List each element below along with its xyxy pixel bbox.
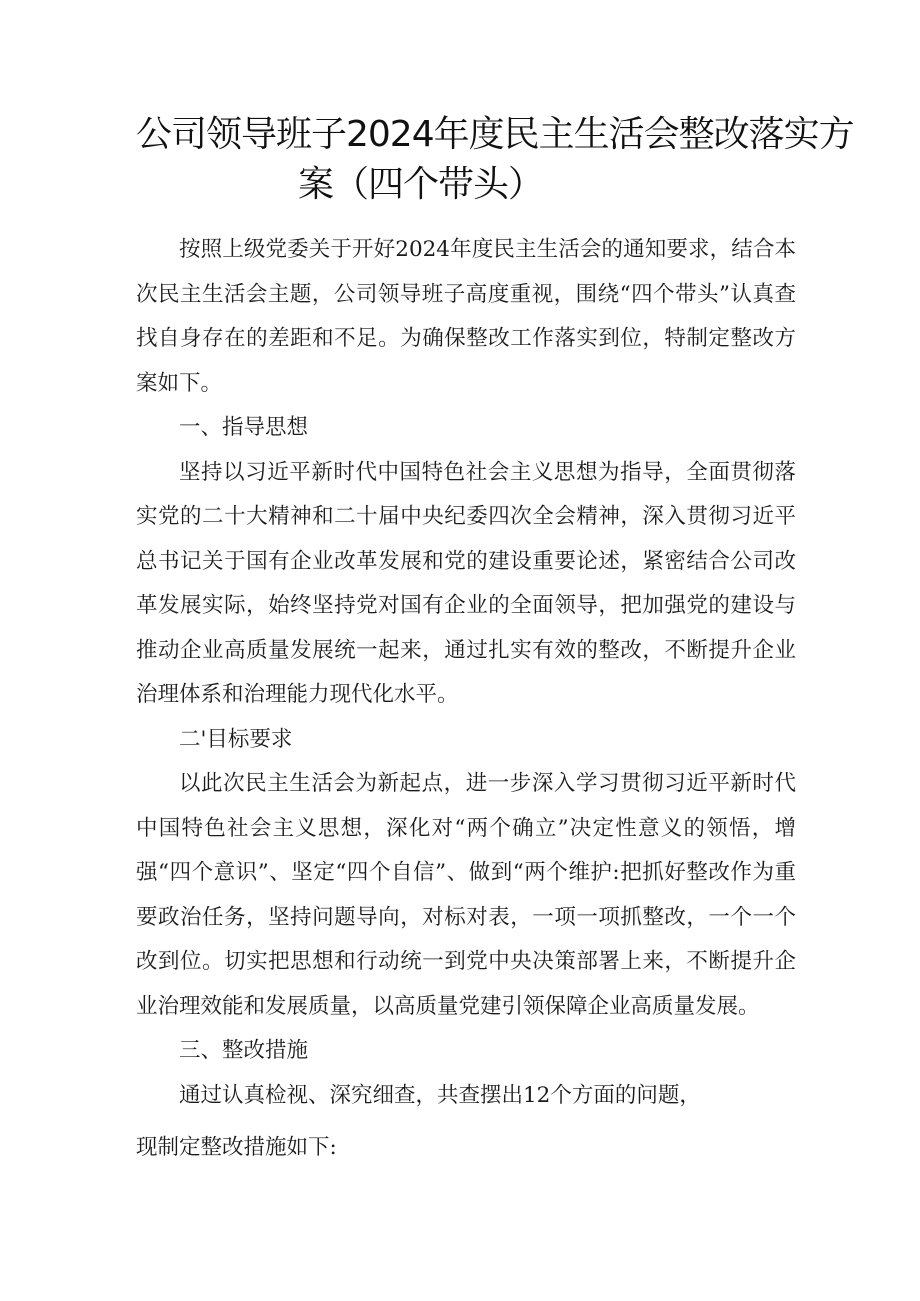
title-line-2: 案（四个带头） — [298, 164, 544, 205]
measures-continuation: 现制定整改措施如下: — [136, 1135, 337, 1160]
section-heading-measures: 三、整改措施 — [179, 1038, 309, 1063]
section-heading-objectives: 二'目标要求 — [179, 726, 293, 752]
objectives-paragraph: 以此次民主生活会为新起点，进一步深入学习贯彻习近平新时代中国特色社会主义思想，深化对“两个确立”决定性意义的领悟，增强“四个意识”、坚定“四个自信”、做到“两个维护:把抓好整改作为重要政治任务，坚持问题导向，对标对表，一项一项抓整改，一个一个改到位。切实把思想和行动统一到党中央决策部署上来，不断提升企业治理效能和发展质量，以高质量党建引领保障企业高质量发展。 — [136, 771, 796, 1019]
document-body — [136, 228, 796, 1171]
title-line-1: 公司领导班子2024年度民主生活会整改落实方 — [136, 114, 854, 155]
document-title — [120, 110, 854, 210]
guiding-thought-paragraph: 坚持以习近平新时代中国特色社会主义思想为指导，全面贯彻落实党的二十大精神和二十届中央纪委四次全会精神，深入贯彻习近平总书记关于国有企业改革发展和党的建设重要论述，紧密结合公司改革发展实际，始终坚持党对国有企业的全面领导，把加强党的建设与推动企业高质量发展统一起来，通过扎实有效的整改，不断提升企业治理体系和治理能力现代化水平。 — [136, 459, 796, 707]
section-heading-guiding-thought: 一、指导思想 — [179, 415, 309, 440]
measures-paragraph: 通过认真检视、深究细查，共查摆出12个方面的问题， — [179, 1082, 701, 1108]
intro-paragraph: 按照上级党委关于开好2024年度民主生活会的通知要求，结合本次民主生活会主题，公司领导班子高度重视，围绕“四个带头”认真查找自身存在的差距和不足。为确保整改工作落实到位，特制定整改方案如下。 — [136, 237, 796, 396]
